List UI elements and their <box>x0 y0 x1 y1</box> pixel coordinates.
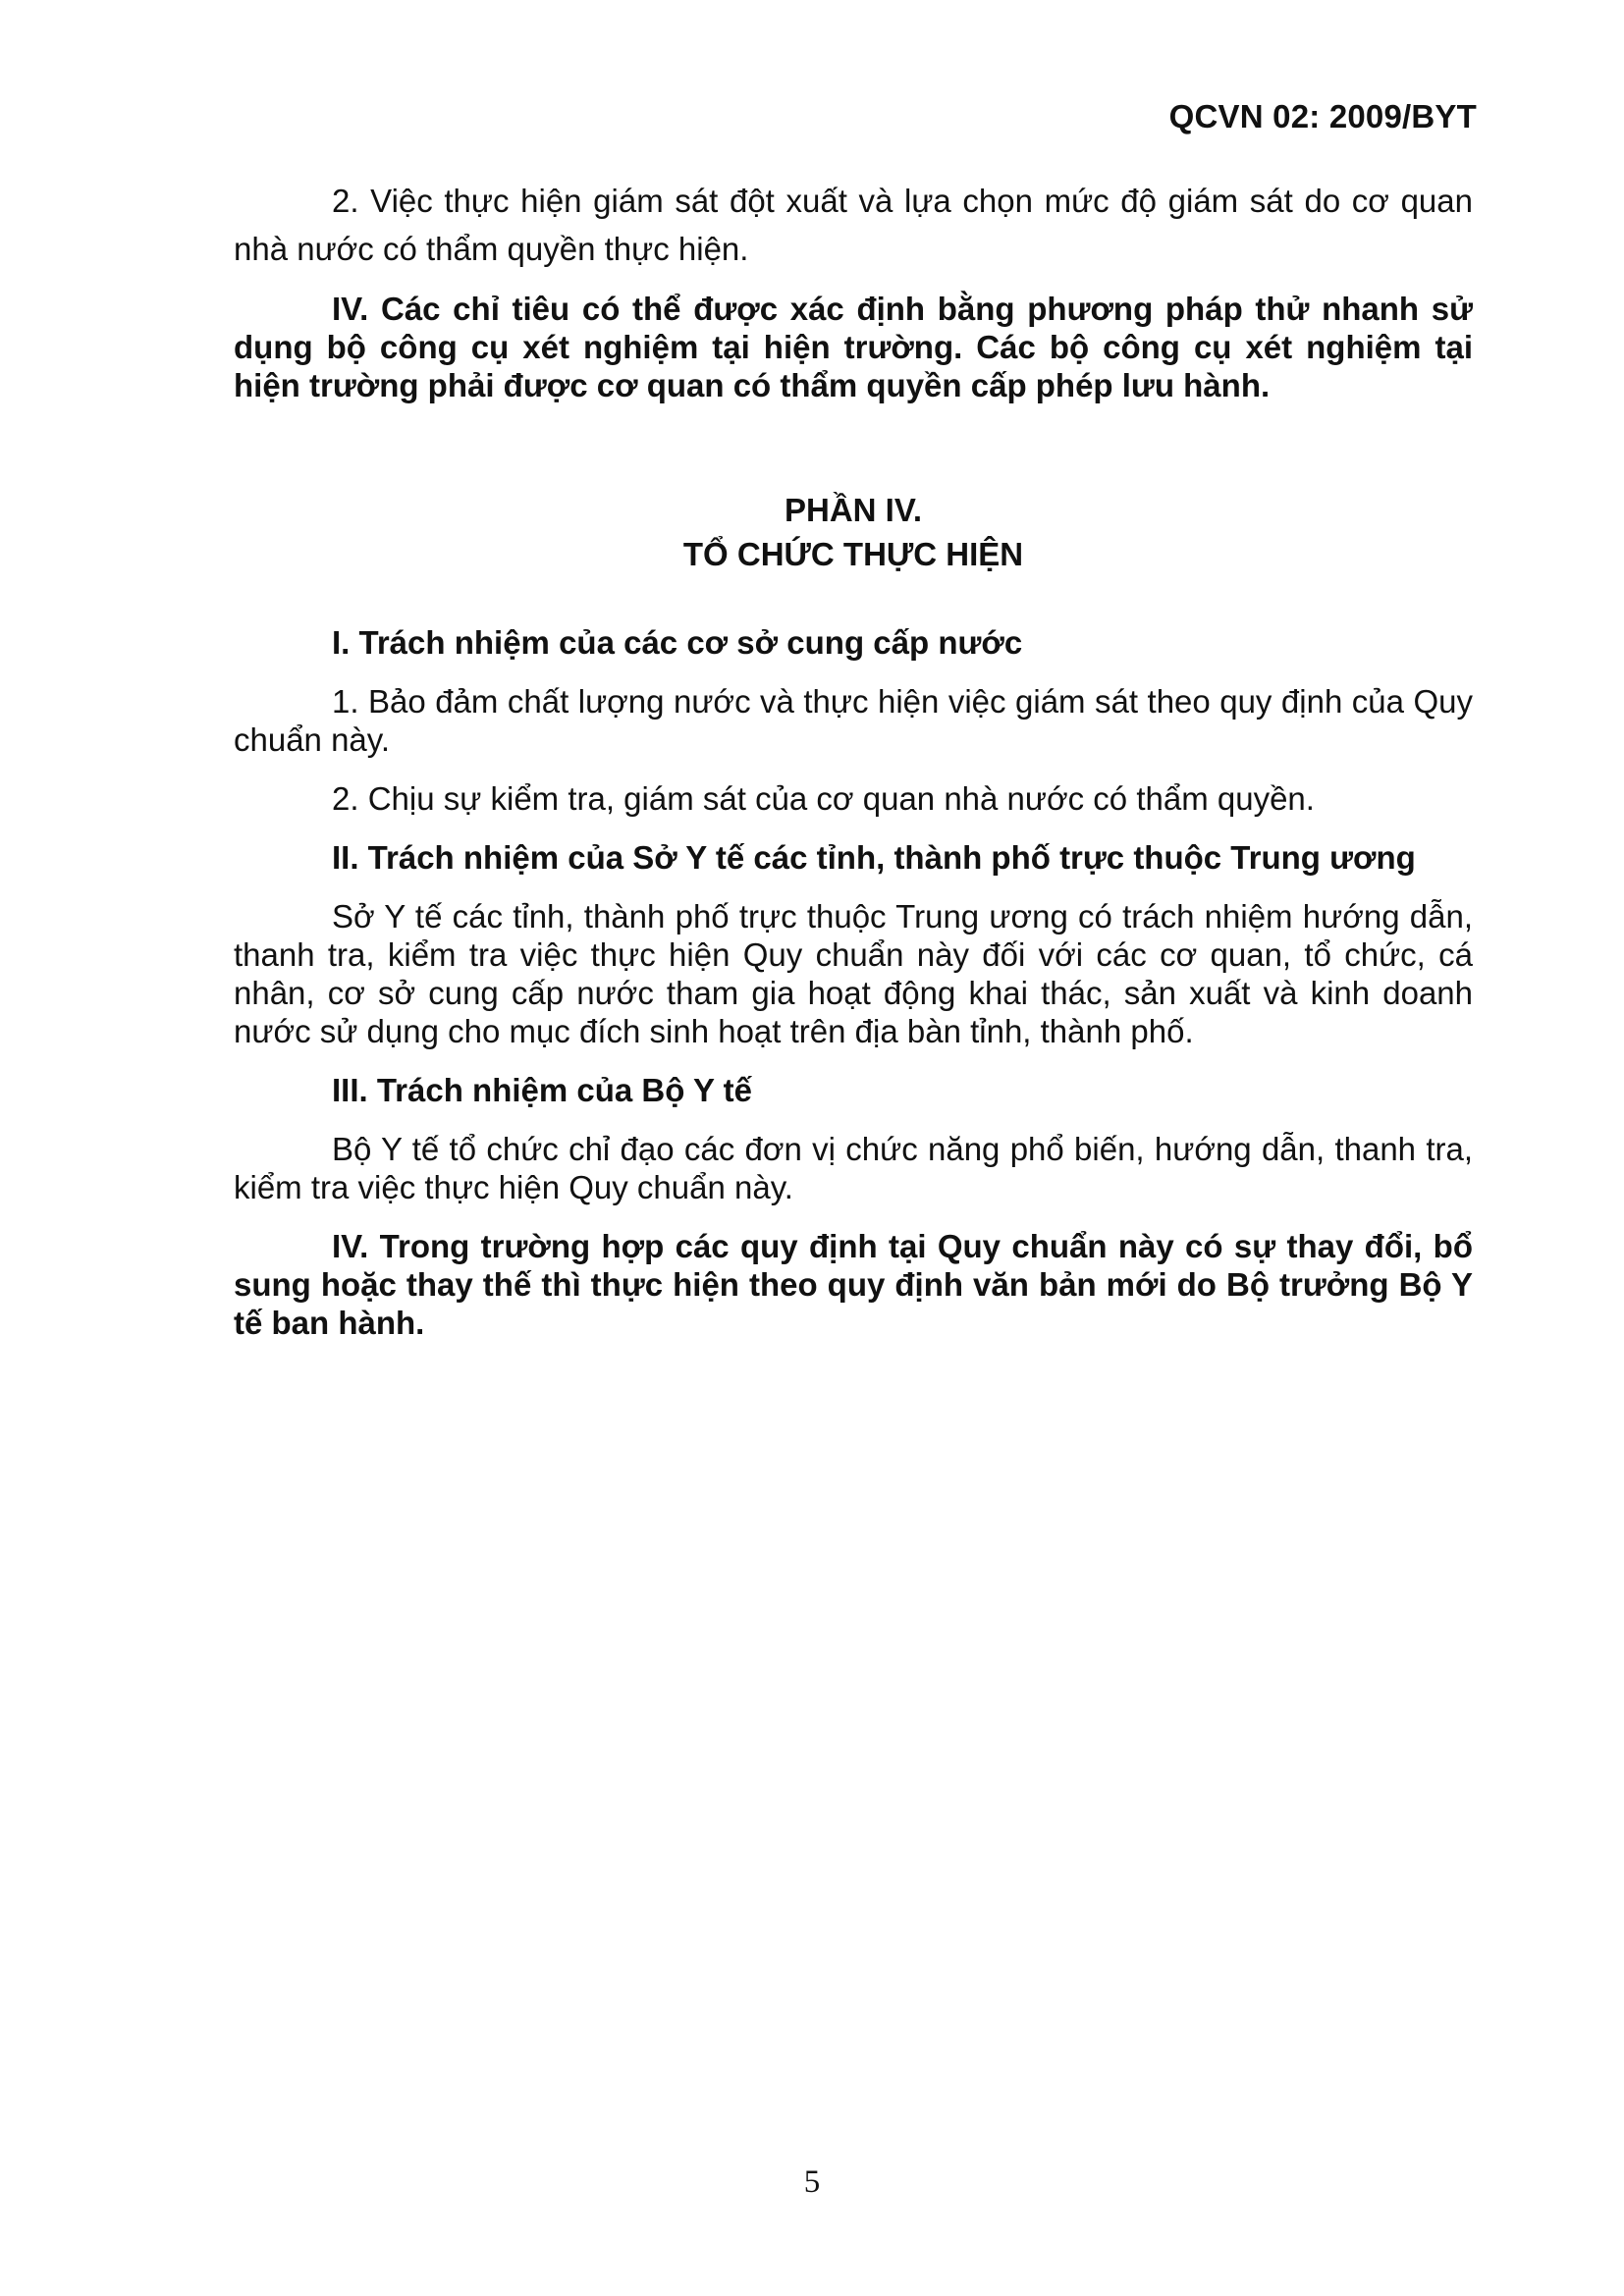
section-i-heading: I. Trách nhiệm của các cơ sở cung cấp nước <box>332 624 1023 661</box>
page-number: 5 <box>803 2164 821 2200</box>
part3-paragraph-2: 2. Việc thực hiện giám sát đột xuất và lựa chọn mức độ giám sát do cơ quan nhà nước có thẩm quyền thực hiện. <box>234 183 1473 267</box>
page-content <box>234 177 1473 1342</box>
section-iii-heading: III. Trách nhiệm của Bộ Y tế <box>332 1072 752 1108</box>
section-ii-paragraph: Sở Y tế các tỉnh, thành phố trực thuộc Trung ương có trách nhiệm hướng dẫn, thanh tra, kiểm tra việc thực hiện Quy chuẩn này đối với các cơ quan, tổ chức, cá nhân, cơ sở cung cấp nước tham gia hoạt động khai thác, sản xuất và kinh doanh nước sử dụng cho mục đích sinh hoạt trên địa bàn tỉnh, thành phố. <box>234 898 1473 1049</box>
part3-section-iv: IV. Các chỉ tiêu có thể được xác định bằng phương pháp thử nhanh sử dụng bộ công cụ xét nghiệm tại hiện trường. Các bộ công cụ xét nghiệm tại hiện trường phải được cơ quan có thẩm quyền cấp phép lưu hành. <box>234 291 1473 403</box>
part4-title: PHẦN IV. <box>785 492 922 528</box>
section-iv-paragraph: IV. Trong trường hợp các quy định tại Quy chuẩn này có sự thay đổi, bổ sung hoặc thay thế thì thực hiện theo quy định văn bản mới do Bộ trưởng Bộ Y tế ban hành. <box>234 1228 1473 1341</box>
document-code-header: QCVN 02: 2009/BYT <box>1168 98 1477 134</box>
section-i-paragraph-1: 1. Bảo đảm chất lượng nước và thực hiện việc giám sát theo quy định của Quy chuẩn này. <box>234 683 1473 758</box>
section-ii-heading: II. Trách nhiệm của Sở Y tế các tỉnh, thành phố trực thuộc Trung ương <box>332 839 1416 876</box>
section-iii-paragraph: Bộ Y tế tổ chức chỉ đạo các đơn vị chức năng phổ biến, hướng dẫn, thanh tra, kiểm tra việc thực hiện Quy chuẩn này. <box>234 1131 1473 1205</box>
section-i-paragraph-2: 2. Chịu sự kiểm tra, giám sát của cơ quan nhà nước có thẩm quyền. <box>332 780 1315 817</box>
part4-subtitle: TỔ CHỨC THỰC HIỆN <box>682 536 1024 572</box>
